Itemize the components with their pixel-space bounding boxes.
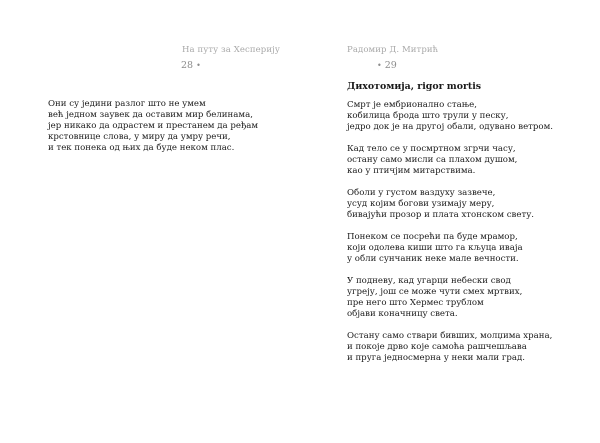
poem-line: Остану само ствари бивших, молџима храна,: [347, 331, 553, 341]
right-running-head: Радомир Д. Митрић: [347, 45, 439, 55]
poem-line: кобилица брода што трули у песку,: [347, 111, 509, 121]
poem-line: пре него што Хермес трублом: [347, 298, 484, 308]
poem-line: бивајући прозор и плата хтонском свету.: [347, 210, 535, 220]
poem-line: Кад тело се у посмртном згрчи часу,: [347, 144, 516, 154]
stanza-6: [347, 331, 587, 364]
left-page-marker: •: [196, 61, 201, 70]
left-text-line: јер никако да одрастем и престанем да ређам: [48, 121, 259, 131]
stanza-4: [347, 232, 587, 265]
poem-line: објави коначницу света.: [347, 309, 458, 319]
poem-line: у обли сунчаник неке мале вечности.: [347, 254, 519, 264]
poem-line: једро док је на другој обали, одувано ветром.: [347, 122, 554, 132]
left-text-line: већ једном заувек да оставим мир белинама,: [48, 110, 253, 120]
poem-line: и покоје дрво које самоћа рашчешљава: [347, 342, 527, 352]
poem-line: усуд којим богови узимају меру,: [347, 199, 495, 209]
stanza-1: [347, 100, 587, 133]
right-text-block: [347, 81, 587, 375]
poem-line: остану само мисли са плахом душом,: [347, 155, 518, 165]
poem-line: угреју, још се може чути смех мртвих,: [347, 287, 523, 297]
poem-line: као у птичјим митарствима.: [347, 166, 476, 176]
stanza-5: [347, 276, 587, 320]
right-page-number-line: [377, 60, 397, 71]
right-page-number: 29: [384, 60, 397, 71]
poem-line: и пруга једносмерна у неки мали град.: [347, 353, 526, 363]
left-page-number: 28: [181, 60, 194, 71]
stanza-2: [347, 144, 587, 177]
right-page-marker: •: [377, 61, 382, 70]
poem-line: Оболи у густом ваздуху зазвече,: [347, 188, 496, 198]
left-text-block: [48, 99, 288, 154]
poem-line: У подневу, кад угарци небески свод: [347, 276, 511, 286]
poem-line: који одолева киши што га кљуца иваја: [347, 243, 523, 253]
left-page-number-line: [181, 60, 201, 71]
left-text-line: и тек понека од њих да буде неком плас.: [48, 143, 235, 153]
right-page: [300, 0, 600, 443]
left-running-head: На путу за Хесперију: [182, 45, 280, 55]
poem-line: Смрт је ембрионално стање,: [347, 100, 477, 110]
left-text-line: крстовнице слова, у миру да умру речи,: [48, 132, 231, 142]
stanza-3: [347, 188, 587, 221]
left-text-line: Они су једини разлог што не умем: [48, 99, 206, 109]
poem-line: Понеком се посрећи па буде мрамор,: [347, 232, 518, 242]
poem-title: Дихотомија, rigor mortis: [347, 81, 482, 92]
